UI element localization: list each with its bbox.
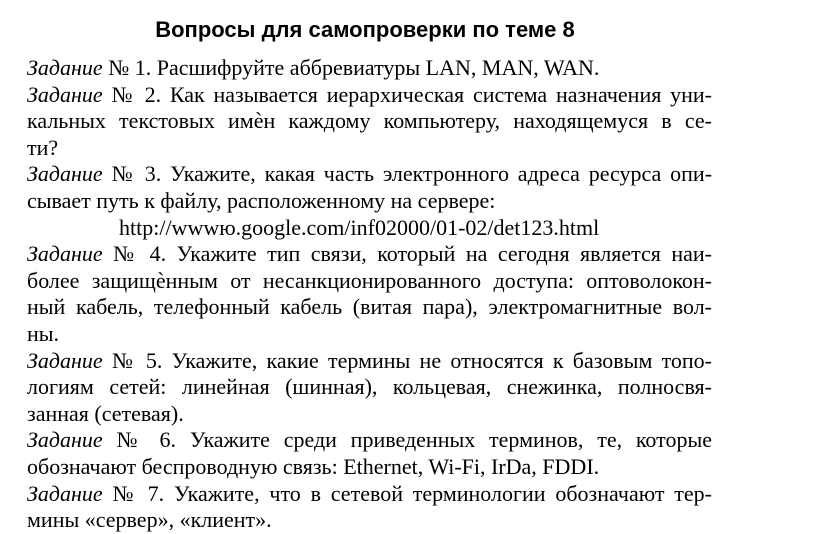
task-2-line-3: ти? <box>27 134 59 160</box>
task-number: № 4. <box>113 241 167 267</box>
task-3-line-2: сывает путь к файлу, расположенному на сервере: <box>27 187 496 213</box>
task-6-line-2: обозначают беспроводную связь: Ethernet, Wi-Fi, IrDa, FDDI. <box>27 453 600 479</box>
task-number: № 5. <box>111 347 163 373</box>
task-1-line-1 <box>27 55 712 82</box>
task-5-line-1 <box>27 348 712 375</box>
task-text: Укажите среди приведенных терминов, те, которые <box>189 427 713 453</box>
task-5-line-2: логиям сетей: линейная (шинная), кольцевая, снежинка, полносвя- <box>27 374 712 400</box>
task-text: Укажите, что в сетевой терминологии обозначают тер- <box>173 480 713 506</box>
page-title: Вопросы для самопроверки по теме 8 <box>155 17 575 42</box>
task-4-line-2: более защищѐнным от несанкционированного доступа: оптоволокон- <box>27 267 712 293</box>
task-number: № 3. <box>111 161 162 187</box>
task-3-line-1 <box>27 161 712 188</box>
task-label: Задание <box>27 241 103 267</box>
task-3-url: http://wwwю.google.com/inf02000/01-02/det123.html <box>119 214 600 240</box>
task-text: Укажите, какая часть электронного адреса ресурса опи- <box>170 161 713 187</box>
task-text: Как называется иерархическая система назначения уни- <box>169 81 713 107</box>
task-5-line-3: занная (сетевая). <box>27 400 184 426</box>
task-label: Задание <box>27 480 103 506</box>
task-text: Расшифруйте аббревиатуры LAN, MAN, WAN. <box>156 55 600 80</box>
task-6-line-1 <box>27 427 712 454</box>
task-4-line-1 <box>27 241 712 268</box>
task-7-line-2: мины «сервер», «клиент». <box>27 507 272 533</box>
task-text: Укажите, какие термины не относятся к базовым топо- <box>171 347 713 373</box>
task-label: Задание <box>27 347 103 373</box>
task-label: Задание <box>27 427 103 453</box>
task-number: № 2. <box>111 81 162 107</box>
task-label: Задание <box>27 161 103 187</box>
task-number: № 1. <box>108 55 152 80</box>
task-4-line-4: ны. <box>27 320 60 346</box>
task-4-line-3: ный кабель, телефонный кабель (витая пара), электромагнитные вол- <box>27 294 712 320</box>
task-2-line-1 <box>27 82 712 109</box>
task-label: Задание <box>27 81 103 107</box>
task-2-line-2: кальных текстовых имѐн каждому компьютеру, находящемуся в се- <box>27 108 712 134</box>
task-list <box>27 55 712 534</box>
task-number: № 7. <box>112 480 165 506</box>
task-label: Задание <box>27 55 103 80</box>
task-number: № 6. <box>116 427 177 453</box>
task-7-line-1 <box>27 481 712 508</box>
task-text: Укажите тип связи, который на сегодня является наи- <box>176 241 712 267</box>
